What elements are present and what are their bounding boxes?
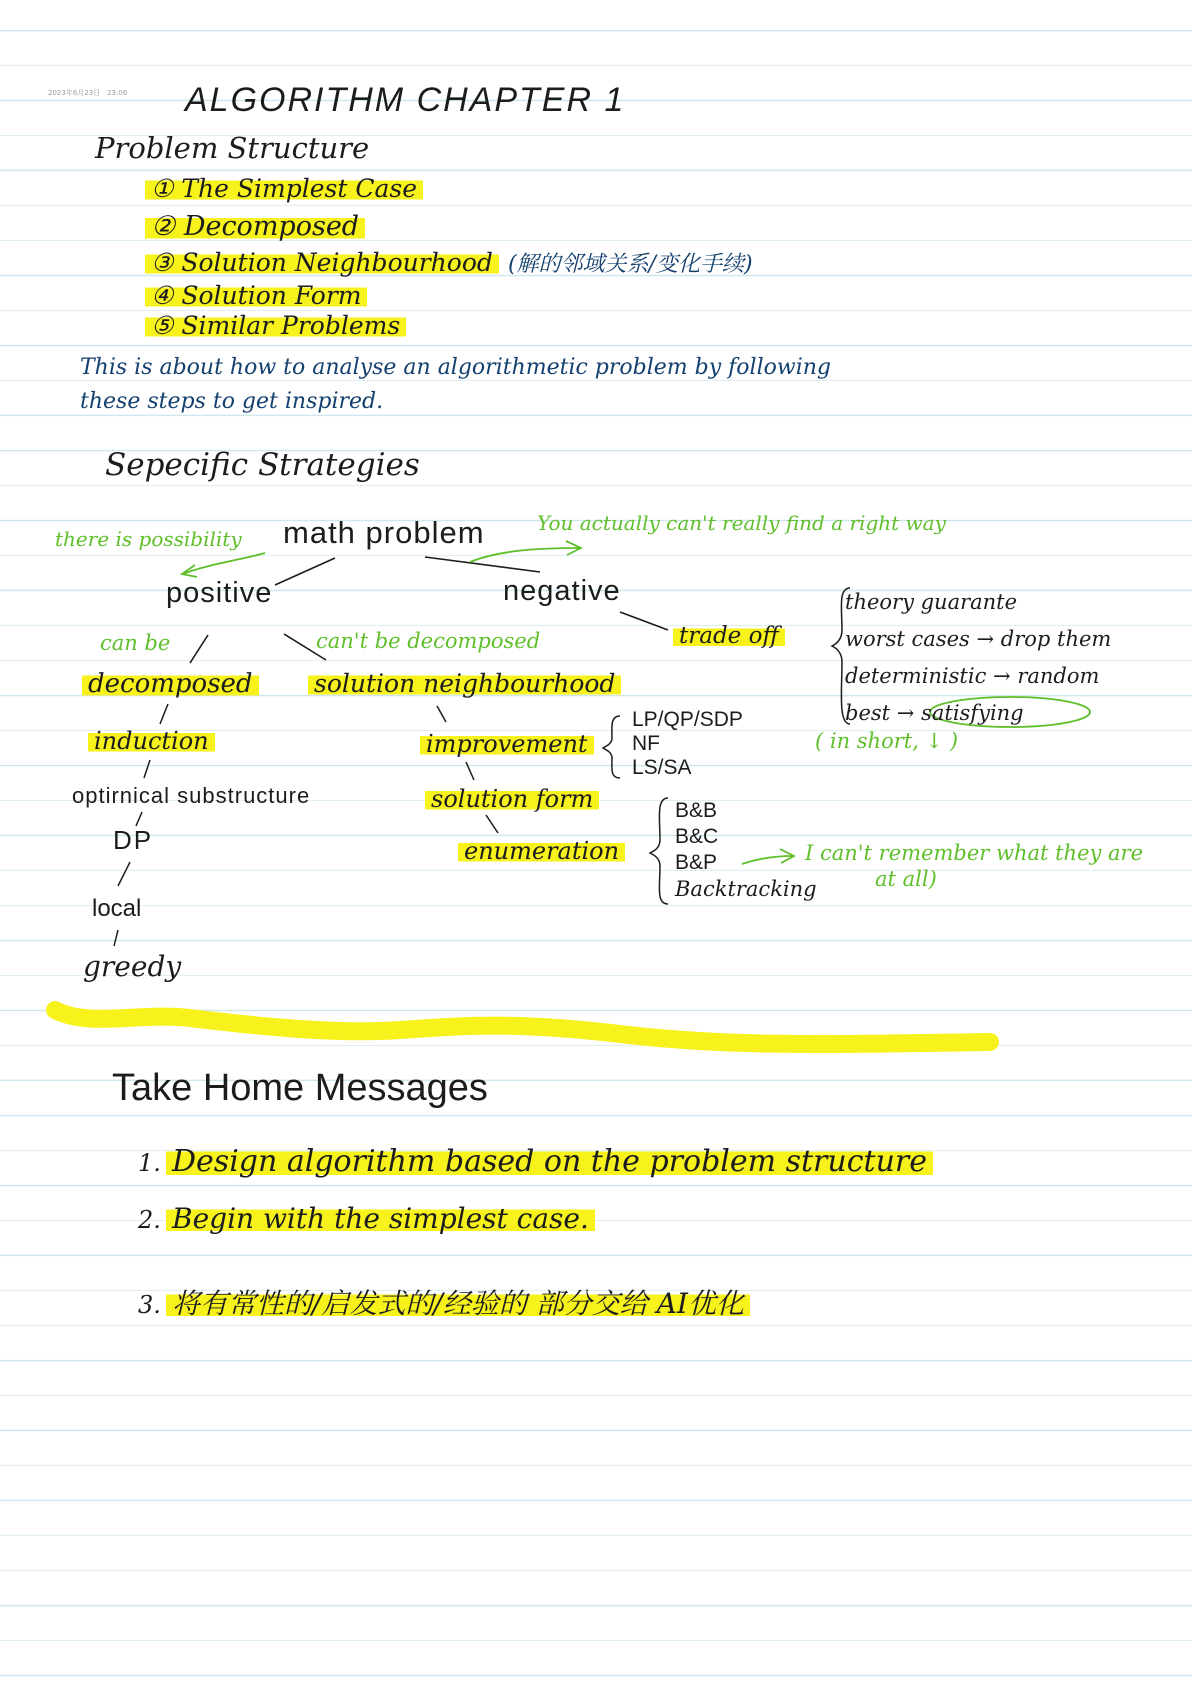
enumeration-methods <box>675 798 817 902</box>
tradeoff-list <box>845 584 1111 732</box>
brace-enumeration <box>650 798 668 904</box>
decomposed-node: decomposed <box>82 670 259 699</box>
page-time: 23:06 <box>107 89 128 97</box>
take-home-item-3 <box>138 1282 933 1332</box>
item-text: Similar Problems <box>181 311 401 340</box>
take-home-item-1 <box>138 1144 933 1202</box>
item-marker: ② <box>151 211 176 242</box>
item-text: 将有常性的/启发式的/经验的 部分交给 AI优化 <box>166 1287 750 1320</box>
enumeration-method-item: B&P <box>675 851 718 874</box>
enumeration-note-line-1: I can't remember what they are <box>805 841 1144 865</box>
green-arrow-left <box>183 553 265 574</box>
strategies-heading: Sepecific Strategies <box>105 447 420 483</box>
tradeoff-item: deterministic → random <box>845 664 1100 688</box>
item-marker: 2. <box>138 1206 161 1234</box>
dp-node: DP <box>113 825 154 855</box>
connector-decomposed-induction <box>160 704 168 724</box>
arrow-icon: → <box>976 627 995 651</box>
problem-structure-heading: Problem Structure <box>95 131 370 165</box>
enumeration-node: enumeration <box>458 838 625 864</box>
problem-structure-item-3 <box>145 247 753 281</box>
improvement-node: improvement <box>420 731 594 757</box>
in-short-note: ( in short, ↓ ) <box>815 729 959 753</box>
problem-structure-item-2 <box>145 211 753 247</box>
page-title: ALGORITHM CHAPTER 1 <box>185 81 626 119</box>
item-text: Decomposed <box>183 211 360 242</box>
arrow-icon: → <box>896 701 915 725</box>
item-text: The Simplest Case <box>181 174 417 203</box>
greedy-node: greedy <box>83 950 182 983</box>
enumeration-method-item: Backtracking <box>675 877 817 901</box>
right-branch-note: You actually can't really find a right way <box>537 511 946 535</box>
item-marker: ① <box>151 174 174 203</box>
problem-structure-item-5 <box>145 311 753 345</box>
enumeration-method-item: B&C <box>675 825 719 848</box>
item-text: Begin with the simplest case. <box>166 1202 595 1235</box>
connector-root-negative <box>425 557 540 572</box>
item-text: Solution Form <box>181 281 362 310</box>
improvement-method-item: LP/QP/SDP <box>632 708 743 731</box>
tradeoff-item: best → satisfying <box>845 701 1024 725</box>
negative-node: negative <box>503 575 621 607</box>
cant-decompose-note: can't be decomposed <box>316 629 541 653</box>
root-node: math problem <box>283 515 485 550</box>
improvement-method-item: LS/SA <box>632 756 692 779</box>
can-be-note: can be <box>100 631 171 655</box>
connector-root-positive <box>275 558 335 585</box>
connector-form-enumeration <box>486 815 498 833</box>
problem-structure-list <box>145 174 753 345</box>
take-home-heading: Take Home Messages <box>112 1067 488 1109</box>
connector-negative-tradeoff <box>620 612 668 630</box>
page-date: 2023年6月23日 <box>48 89 101 97</box>
tradeoff-item: theory guarante <box>845 590 1018 614</box>
summary-line-2: these steps to get inspired. <box>80 389 384 414</box>
tradeoff-item: worst cases → drop them <box>845 627 1112 651</box>
take-home-list <box>138 1144 933 1332</box>
enumeration-note-line-2: at all) <box>875 867 937 891</box>
connector-neighbourhood-improvement <box>437 706 446 722</box>
solution-form-node: solution form <box>425 786 599 812</box>
trade-off-node: trade off <box>673 624 785 649</box>
take-home-item-2 <box>138 1202 933 1282</box>
item-text: Design algorithm based on the problem structure <box>166 1144 933 1179</box>
item-marker: ④ <box>151 281 174 310</box>
solution-neighbourhood-node: solution neighbourhood <box>308 670 621 698</box>
item-marker: ⑤ <box>151 311 174 340</box>
item-marker: ③ <box>151 248 174 277</box>
local-node: local <box>92 895 142 922</box>
induction-node: induction <box>88 728 215 754</box>
enumeration-method-item: B&B <box>675 799 718 822</box>
improvement-methods <box>632 708 743 780</box>
summary-line-1: This is about how to analyse an algorithmetic problem by following <box>80 355 831 380</box>
item-marker: 3. <box>138 1291 161 1319</box>
optimal-substructure-node: optirnical substructure <box>72 783 311 808</box>
neighbourhood-note: (解的邻域关系/变化手续) <box>507 252 753 277</box>
problem-structure-item-1 <box>145 174 753 211</box>
brace-improvement <box>603 716 620 778</box>
connector-dp-local <box>118 862 130 886</box>
improvement-method-item: NF <box>632 732 660 755</box>
green-arrow-right <box>470 548 580 562</box>
positive-node: positive <box>166 577 273 609</box>
problem-structure-item-4 <box>145 281 753 311</box>
connector-optimal-dp <box>136 812 142 826</box>
item-text: Solution Neighbourhood <box>181 248 493 277</box>
item-marker: 1. <box>138 1149 161 1177</box>
connector-improvement-form <box>466 762 474 780</box>
connector-local-greedy <box>114 930 118 946</box>
yellow-wave-divider <box>55 1010 990 1044</box>
connector-induction-optimal <box>144 760 150 778</box>
arrow-icon: → <box>993 664 1011 688</box>
connector-positive-canbe <box>190 635 208 663</box>
left-branch-note: there is possibility <box>55 527 242 551</box>
